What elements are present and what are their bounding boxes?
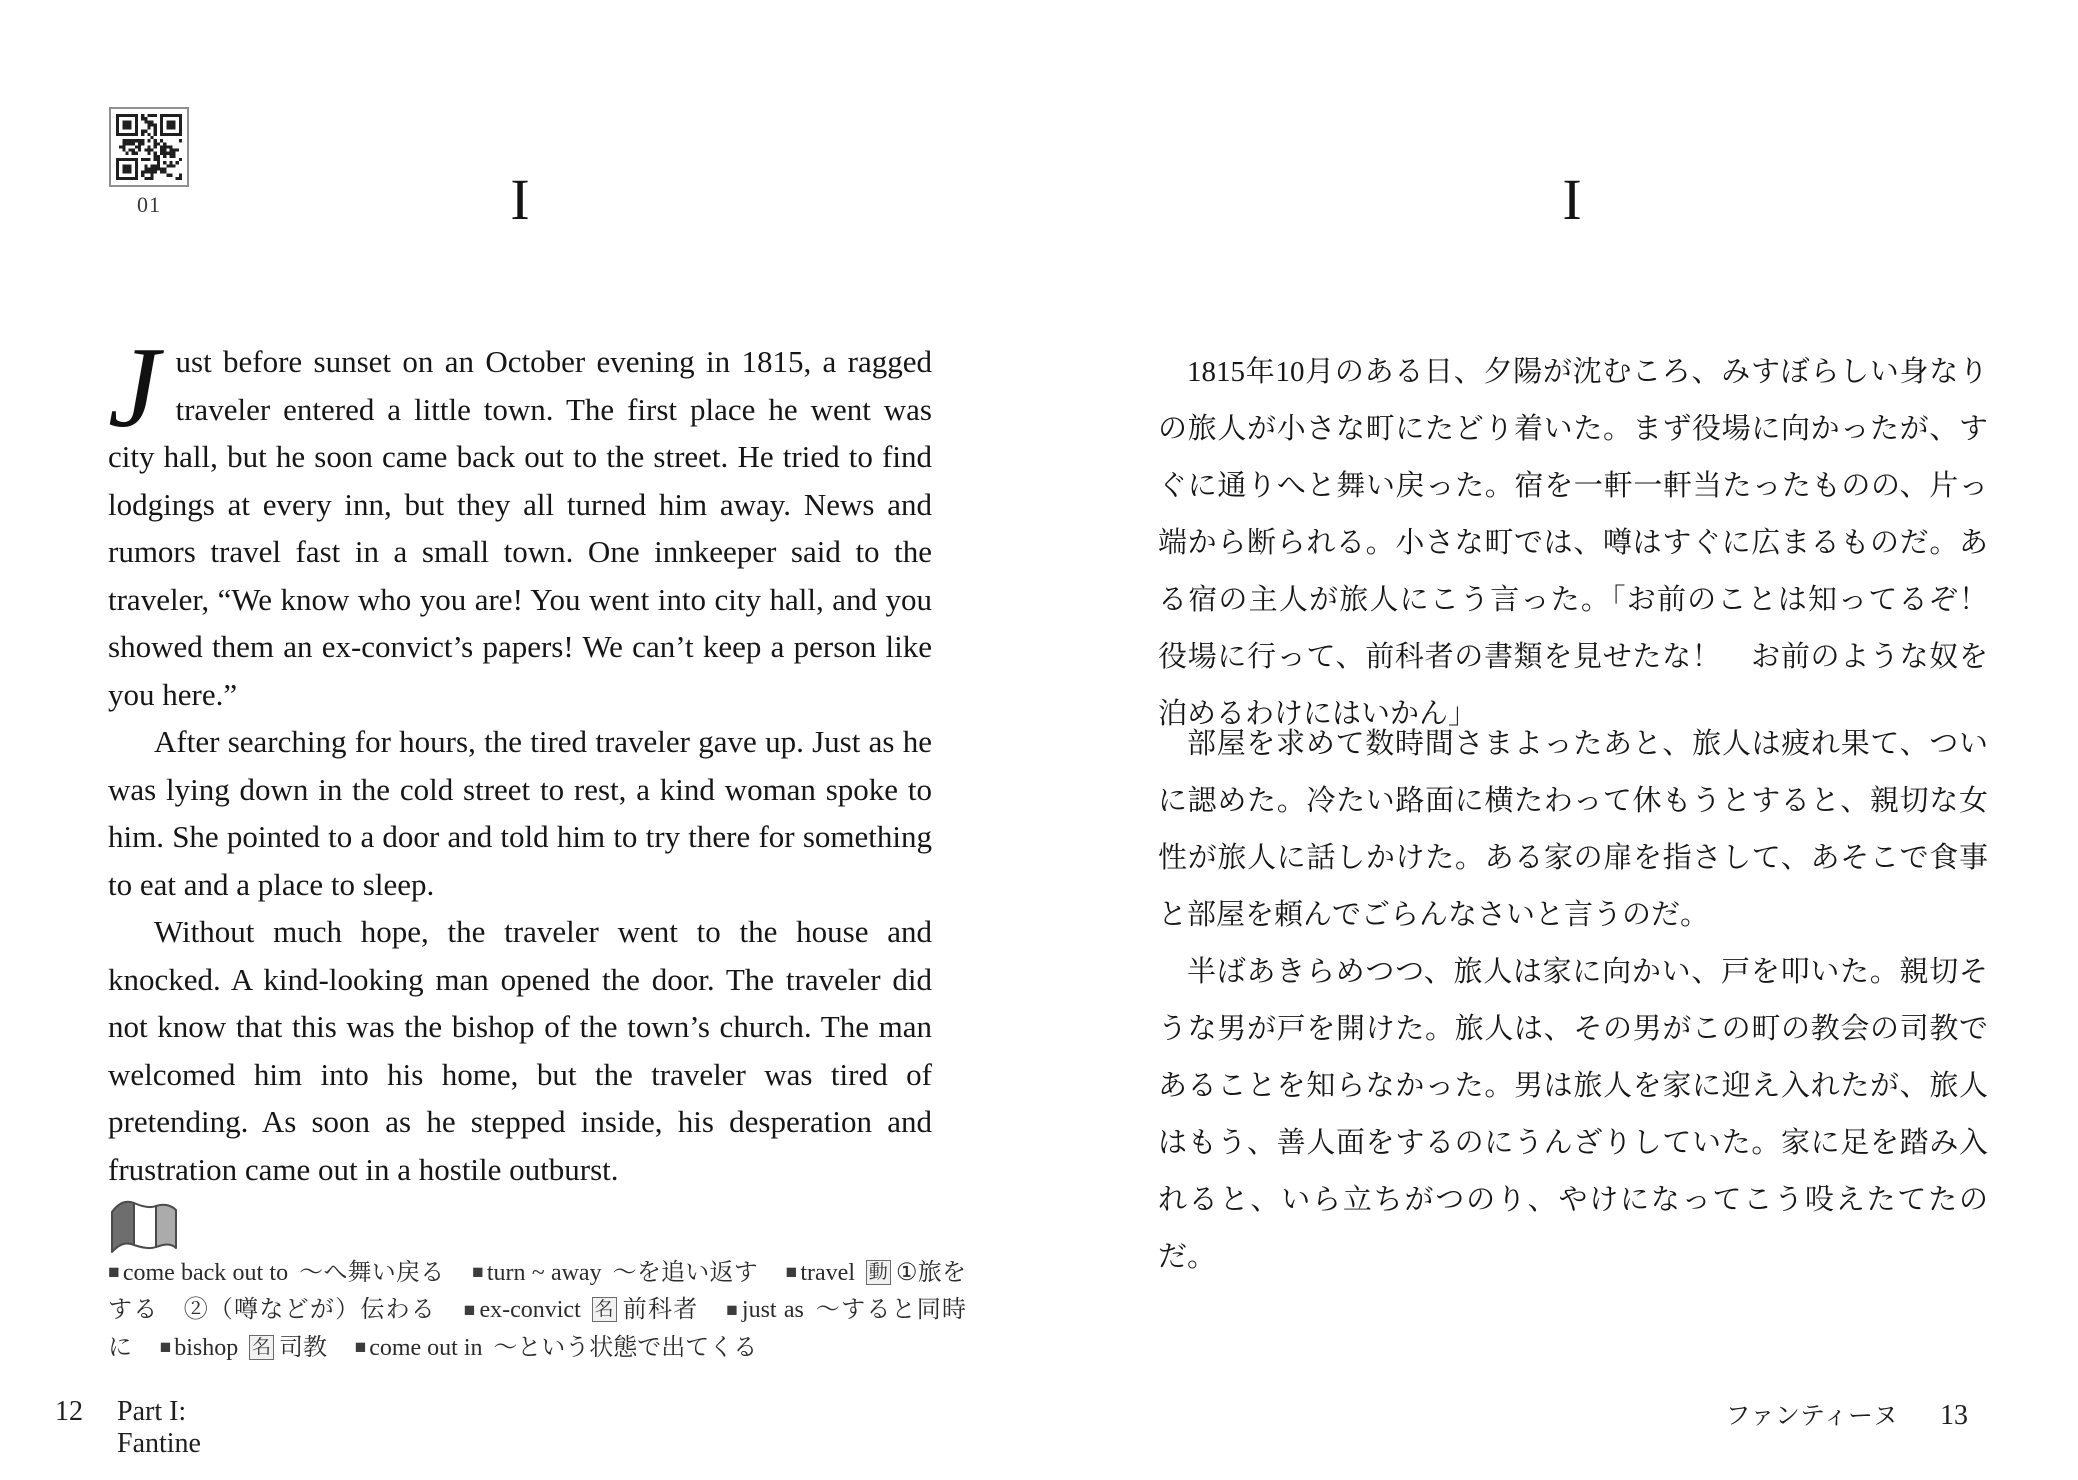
square-bullet-icon: ■ bbox=[726, 1299, 739, 1321]
vocab-entry bbox=[355, 1335, 758, 1361]
vocab-term: just as bbox=[741, 1297, 804, 1324]
vocab-entry bbox=[160, 1335, 327, 1361]
story-paragraph: After searching for hours, the tired traveler gave up. Just as he was lying down in the cold street to rest, a kind woman spoke to him. She pointed to a door and told him to try there for something to eat and a place to sleep. bbox=[108, 724, 932, 902]
part-of-speech-badge: 名 bbox=[592, 1297, 617, 1322]
english-story-text bbox=[108, 324, 932, 1193]
japanese-translation-p1 bbox=[1158, 344, 2018, 743]
part-of-speech-badge: 名 bbox=[249, 1335, 274, 1360]
section-title: Part I: Fantine bbox=[117, 1396, 201, 1459]
square-bullet-icon: ■ bbox=[159, 1337, 172, 1359]
vocab-term: come back out to bbox=[122, 1259, 289, 1286]
vocab-definition: 〜へ舞い戻る bbox=[298, 1259, 445, 1286]
vocab-term: ex-convict bbox=[479, 1297, 581, 1324]
vocab-definition: 〜すると同時に bbox=[108, 1297, 967, 1361]
story-paragraph-jp: 半ばあきらめつつ、旅人は家に向かい、戸を叩いた。親切そうな男が戸を開けた。旅人は、その男がこの町の教会の司教であることを知らなかった。男は旅人を家に迎え入れたが、旅人はもう、善人面をするのにうんざりしていた。家に足を踏み入れると、いら立ちがつのり、やけになってこう吺えたてたのだ。 bbox=[1158, 956, 1988, 1273]
square-bullet-icon: ■ bbox=[463, 1299, 477, 1321]
chapter-numeral-left: I bbox=[510, 167, 530, 232]
chapter-numeral-right: I bbox=[1562, 167, 1582, 232]
vocab-definition: 司教 bbox=[279, 1334, 328, 1361]
story-paragraph: Without much hope, the traveler went to the house and knocked. A kind-looking man opened the door. The traveler did not know that this was the bishop of the town’s church. The man welcomed him into his home, but the traveler was tired of pretending. As soon as he stepped inside, his desperation and frustration came out in a hostile outburst. bbox=[108, 914, 932, 1187]
square-bullet-icon: ■ bbox=[472, 1262, 484, 1283]
drop-cap: J bbox=[108, 324, 160, 452]
vocab-term: turn ~ away bbox=[486, 1259, 602, 1286]
vocab-definition: ①旅をする ②（噂などが）伝わる bbox=[108, 1259, 966, 1324]
vocab-entry bbox=[108, 1260, 444, 1286]
square-bullet-icon: ■ bbox=[108, 1262, 120, 1283]
page-number-left: 12 bbox=[55, 1396, 83, 1427]
story-paragraph-jp: 1815年10月のある日、夕陽が沈むころ、みすぼらしい身なりの旅人が小さな町にたどり着いた。まず役場に向かったが、すぐに通りへと舞い戻った。宿を一軒一軒当たったものの、片っ端から断られる。小さな町では、噂はすぐに広まるものだ。ある宿の主人が旅人にこう言った。「お前のことは知ってるぞ！ 役場に行って、前科者の書類を見せたな！ お前のような奴を泊めるわけにはいかん」 bbox=[1158, 356, 2018, 730]
vocab-definition: 〜を追い返す bbox=[612, 1259, 758, 1286]
vocab-entry bbox=[472, 1260, 758, 1286]
story-paragraph-jp: 部屋を求めて数時間さまよったあと、旅人は疲れ果て、ついに諰めた。冷たい路面に横たわって休もうとすると、親切な女性が旅人に話しかけた。ある家の扉を指さして、あそこで食事と部屋を頼んでごらんなさいと言うのだ。 bbox=[1158, 728, 1988, 931]
chapter-title-jp: ファンティーヌ bbox=[1725, 1403, 1898, 1430]
vocab-term: bishop bbox=[174, 1334, 239, 1361]
story-paragraph bbox=[108, 324, 932, 718]
vocab-definition: 〜という状態で出てくる bbox=[493, 1334, 758, 1361]
vocab-list bbox=[108, 1254, 966, 1367]
vocab-definition: 前科者 bbox=[621, 1297, 699, 1324]
vocab-entry bbox=[464, 1297, 699, 1323]
vocab-term: come out in bbox=[369, 1334, 483, 1361]
square-bullet-icon: ■ bbox=[354, 1337, 367, 1359]
french-flag-icon bbox=[106, 1196, 182, 1258]
japanese-translation-p2-p3 bbox=[1158, 716, 1988, 1286]
footer-right bbox=[1158, 1396, 1968, 1432]
part-of-speech-badge: 動 bbox=[866, 1260, 891, 1285]
page-number-right: 13 bbox=[1940, 1400, 1968, 1431]
vocab-term: travel bbox=[800, 1259, 855, 1286]
square-bullet-icon: ■ bbox=[785, 1262, 798, 1283]
audio-track-number: 01 bbox=[137, 192, 161, 217]
paragraph-text: ust before sunset on an October evening in 1815, a ragged traveler entered a little town. The first place he went was city hall, but he soon came back out to the street. He tried to find lodgings at every inn, but they all turned him away. News and rumors travel fast in a small town. One innkeeper said to the traveler, “We know who you are! You went into city hall, and you showed them an ex-convict’s papers! We can’t keep a person like you here.” bbox=[108, 344, 932, 712]
